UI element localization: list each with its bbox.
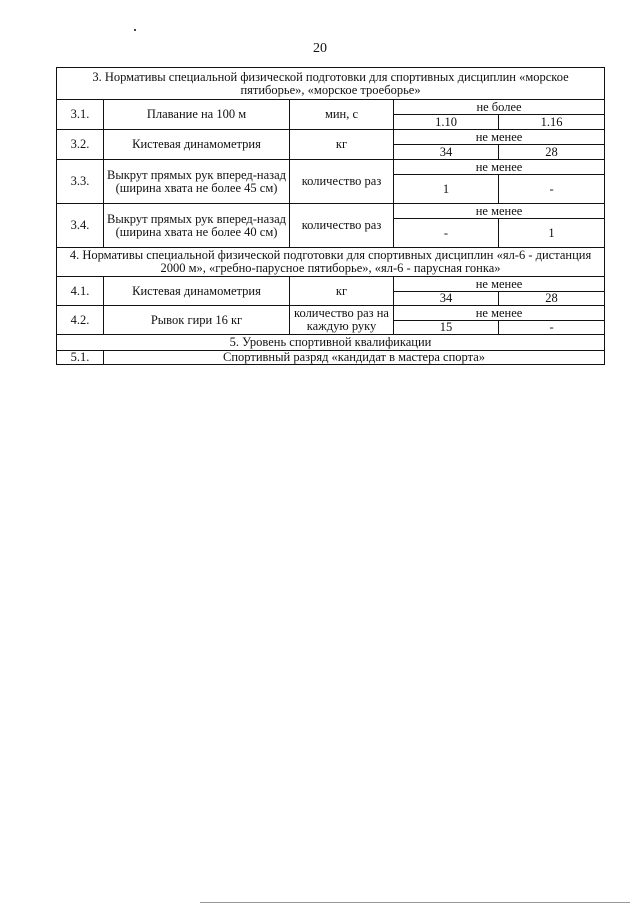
value-cell: 1.10	[394, 115, 499, 130]
section-title: 4. Нормативы специальной физической подготовки для спортивных дисциплин «ял-6 - дистанция 2000 м», «гребно-парусное пятиборье», «ял-6 - парусная гонка»	[57, 248, 605, 277]
scan-speck	[134, 29, 136, 31]
exercise-name: Плавание на 100 м	[104, 100, 290, 130]
row-number: 3.1.	[57, 100, 104, 130]
scan-edge-line	[200, 902, 630, 903]
row-number: 5.1.	[57, 351, 104, 365]
value-cell: -	[394, 219, 499, 248]
qualifier-cell: не менее	[394, 306, 605, 321]
qualifier-cell: не менее	[394, 160, 605, 175]
exercise-name: Кистевая динамометрия	[104, 130, 290, 160]
exercise-name: Выкрут прямых рук вперед-назад (ширина хвата не более 40 см)	[104, 204, 290, 248]
row-number: 3.2.	[57, 130, 104, 160]
row-number: 3.3.	[57, 160, 104, 204]
standards-table	[56, 67, 605, 365]
unit-cell: количество раз	[290, 160, 394, 204]
qualifier-cell: не менее	[394, 130, 605, 145]
qualification-text: Спортивный разряд «кандидат в мастера спорта»	[104, 351, 605, 365]
exercise-name: Выкрут прямых рук вперед-назад (ширина хвата не более 45 см)	[104, 160, 290, 204]
qualifier-cell: не менее	[394, 204, 605, 219]
value-cell: -	[499, 321, 605, 335]
unit-cell: кг	[290, 277, 394, 306]
row-number: 4.2.	[57, 306, 104, 335]
qualifier-cell: не менее	[394, 277, 605, 292]
section-title: 5. Уровень спортивной квалификации	[57, 335, 605, 351]
qualifier-cell: не более	[394, 100, 605, 115]
unit-cell: кг	[290, 130, 394, 160]
value-cell: 1	[394, 175, 499, 204]
exercise-name: Кистевая динамометрия	[104, 277, 290, 306]
unit-cell: мин, с	[290, 100, 394, 130]
page-number: 20	[313, 41, 327, 56]
row-number: 3.4.	[57, 204, 104, 248]
unit-cell: количество раз на каждую руку	[290, 306, 394, 335]
value-cell: 28	[499, 145, 605, 160]
value-cell: 1.16	[499, 115, 605, 130]
unit-cell: количество раз	[290, 204, 394, 248]
value-cell: 28	[499, 292, 605, 306]
value-cell: -	[499, 175, 605, 204]
value-cell: 15	[394, 321, 499, 335]
value-cell: 34	[394, 145, 499, 160]
exercise-name: Рывок гири 16 кг	[104, 306, 290, 335]
value-cell: 34	[394, 292, 499, 306]
value-cell: 1	[499, 219, 605, 248]
section-title: 3. Нормативы специальной физической подготовки для спортивных дисциплин «морское пятиборье», «морское троеборье»	[57, 68, 605, 100]
row-number: 4.1.	[57, 277, 104, 306]
